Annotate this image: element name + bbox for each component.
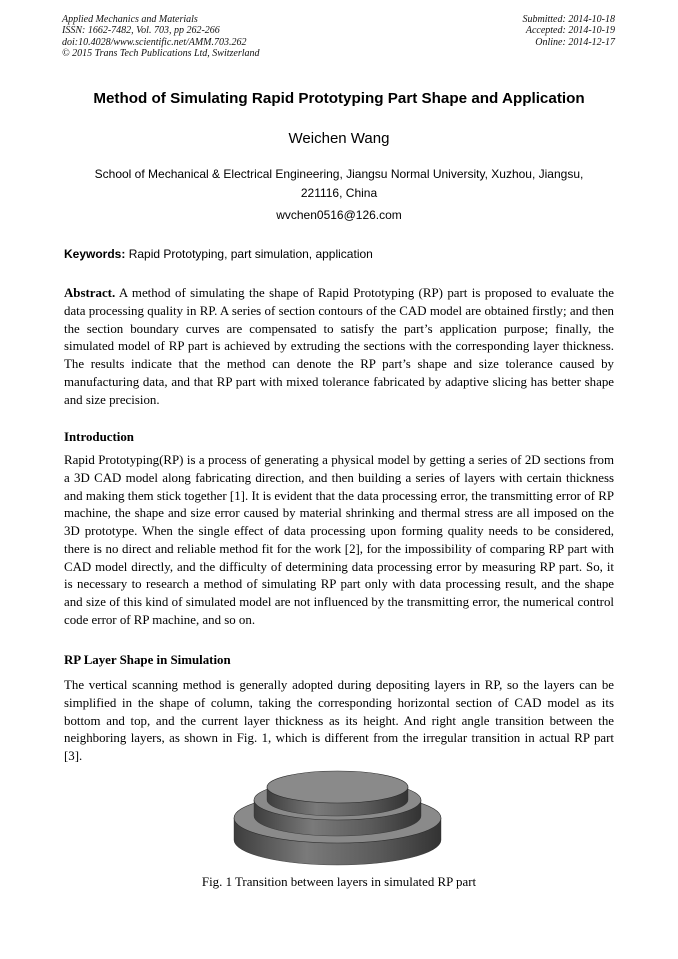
stepped-cylinder-figure <box>230 770 445 870</box>
abstract-label: Abstract. <box>64 286 116 300</box>
introduction-paragraph: Rapid Prototyping(RP) is a process of generating a physical model by getting a series of 2D sections from a 3D CAD model along fabricating direction, and then building a series of layers with certain thickness and making them stick together [1]. It is evident that the data processing error, the transmitting error of RP machine, the shape and size error caused by material shrinking and thermal stress are all imposed on the 3D prototype. When the single effect of data processing upon forming quality needs to be considered, there is no direct and reliable method fit for the work [2], for the impossibility of comparing RP part with CAD model directly, and the difficulty of determining data processing error by measuring RP part. So, it is necessary to research a method of simulating RP part only with data processing result, and the shape and size of this kind of simulated model are not influenced by the transmitting error, the numerical control code error of RP machine, and so on. <box>64 453 614 627</box>
journal-name: Applied Mechanics and Materials <box>62 14 198 25</box>
author-email[interactable]: wvchen0516@126.com <box>276 208 402 222</box>
online-date: Online: 2014-12-17 <box>535 36 615 48</box>
keywords <box>64 247 373 261</box>
issn-line: ISSN: 1662-7482, Vol. 703, pp 262-266 <box>62 25 220 37</box>
keywords-label: Keywords: <box>64 247 126 261</box>
abstract-text: A method of simulating the shape of Rapid Prototyping (RP) part is proposed to evaluate the data processing quality in RP. A series of section contours of the CAD model are obtained firstly; and then the section boundary curves are compensated to satisfy the part’s application purpose; finally, the simulated model of RP part is achieved by extruding the sections with the corresponding layer thickness. The results indicate that the method can denote the RP part’s shape and size tolerance caused by manufacturing data, and that RP part with mixed tolerance fabricated by adaptive slicing has better shape and size precision. <box>64 286 614 407</box>
keywords-text: Rapid Prototyping, part simulation, application <box>125 247 373 261</box>
top-layer-top <box>267 771 408 803</box>
copyright-line: © 2015 Trans Tech Publications Ltd, Switzerland <box>62 48 260 60</box>
doi-line: doi:10.4028/www.scientific.net/AMM.703.262 <box>62 36 247 48</box>
layer-shape-paragraph: The vertical scanning method is generally adopted during depositing layers in RP, so the layers can be simplified in the shape of column, taking the corresponding horizontal section of CAD model as its bottom and top, and the current layer thickness as its height. And right angle transition between the neighboring layers, as shown in Fig. 1, which is different from the irregular transition in actual RP part [3]. <box>64 678 614 763</box>
author-affiliation: School of Mechanical & Electrical Engineering, Jiangsu Normal University, Xuzhou, Jiangsu, 221116, China <box>94 167 584 200</box>
paper-title: Method of Simulating Rapid Prototyping Part Shape and Application <box>93 90 585 107</box>
submitted-date: Submitted: 2014-10-18 <box>522 14 615 25</box>
journal-info <box>62 14 260 60</box>
author-name: Weichen Wang <box>288 130 390 147</box>
abstract <box>64 285 614 409</box>
submission-dates <box>523 14 616 48</box>
accepted-date: Accepted: 2014-10-19 <box>525 25 615 37</box>
layer-shape-heading: RP Layer Shape in Simulation <box>64 653 231 667</box>
introduction-heading: Introduction <box>64 430 134 444</box>
figure-caption: Fig. 1 Transition between layers in simulated RP part <box>201 875 477 889</box>
